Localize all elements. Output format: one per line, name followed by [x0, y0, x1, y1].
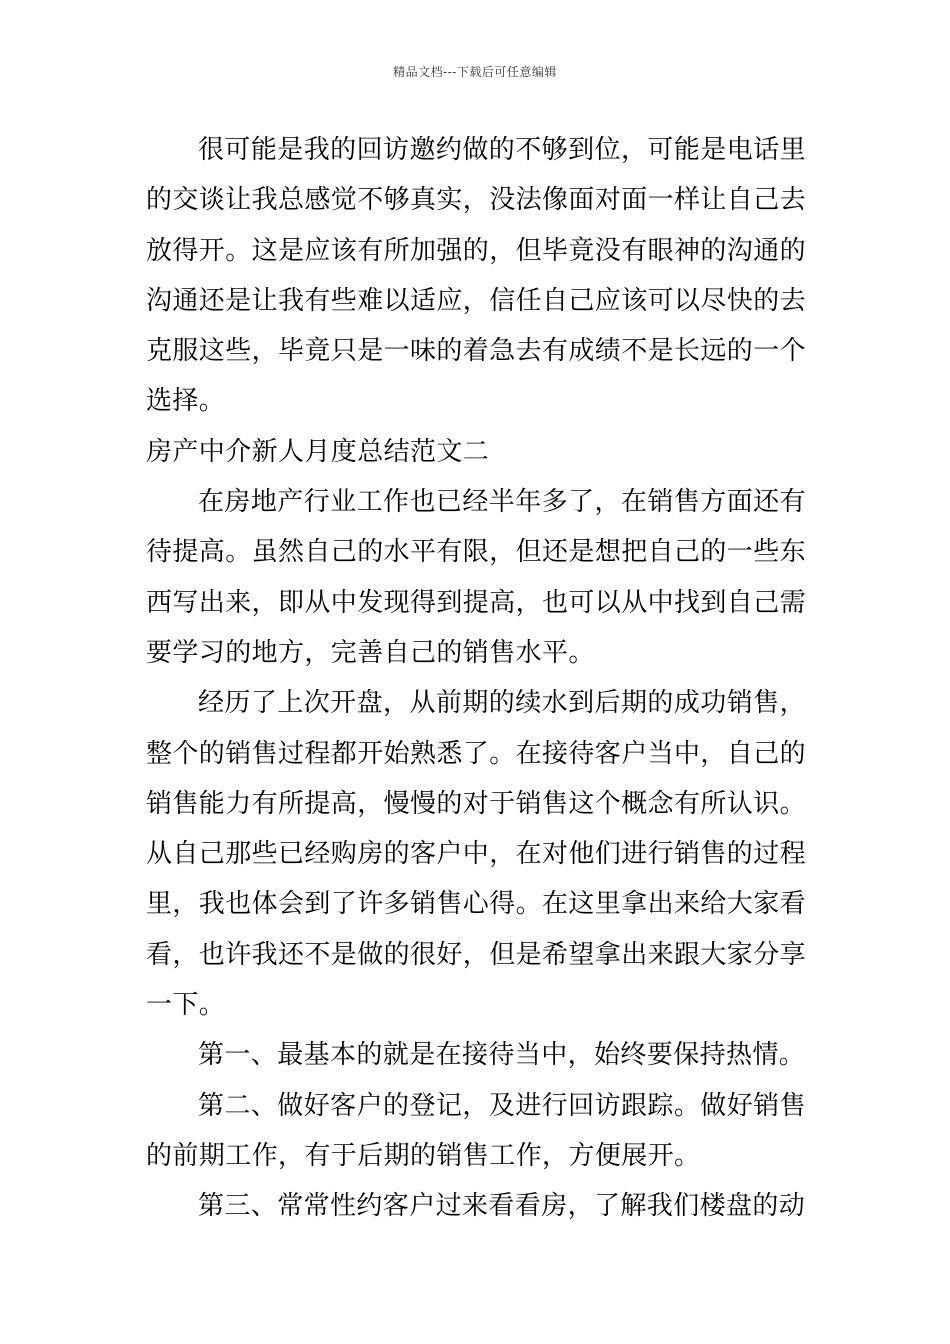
paragraph-2: 在房地产行业工作也已经半年多了，在销售方面还有待提高。虽然自己的水平有限，但还是想把自己的一些东西写出来，即从中发现得到提高，也可以从中找到自己需要学习的地方，完善自己的销售水平。 — [146, 487, 807, 668]
paragraph-3: 经历了上次开盘，从前期的续水到后期的成功销售，整个的销售过程都开始熟悉了。在接待客户当中，自己的销售能力有所提高，慢慢的对于销售这个概念有所认识。从自己那些已经购房的客户中，在对他们进行销售的过程里，我也体会到了许多销售心得。在这里拿出来给大家看看，也许我还不是做的很好，但是希望拿出来跟大家分享一下。 — [146, 688, 807, 1021]
paragraph-4: 第一、最基本的就是在接待当中，始终要保持热情。 — [198, 1040, 806, 1071]
paragraph-1: 很可能是我的回访邀约做的不够到位，可能是电话里的交谈让我总感觉不够真实，没法像面对面一样让自己去放得开。这是应该有所加强的，但毕竟没有眼神的沟通的沟通还是让我有些难以适应，信任自己应该可以尽快的去克服这些，毕竟只是一味的着急去有成绩不是长远的一个选择。 — [146, 135, 807, 417]
paragraph-5: 第二、做好客户的登记，及进行回访跟踪。做好销售的前期工作，有于后期的销售工作，方便展开。 — [146, 1090, 806, 1171]
page-header: 精品文档---下载后可任意编辑 — [393, 65, 557, 79]
paragraph-6: 第三、常常性约客户过来看看房，了解我们楼盘的动 — [198, 1191, 806, 1222]
document-body — [146, 125, 806, 1232]
section-heading: 房产中介新人月度总结范文二 — [146, 436, 490, 467]
